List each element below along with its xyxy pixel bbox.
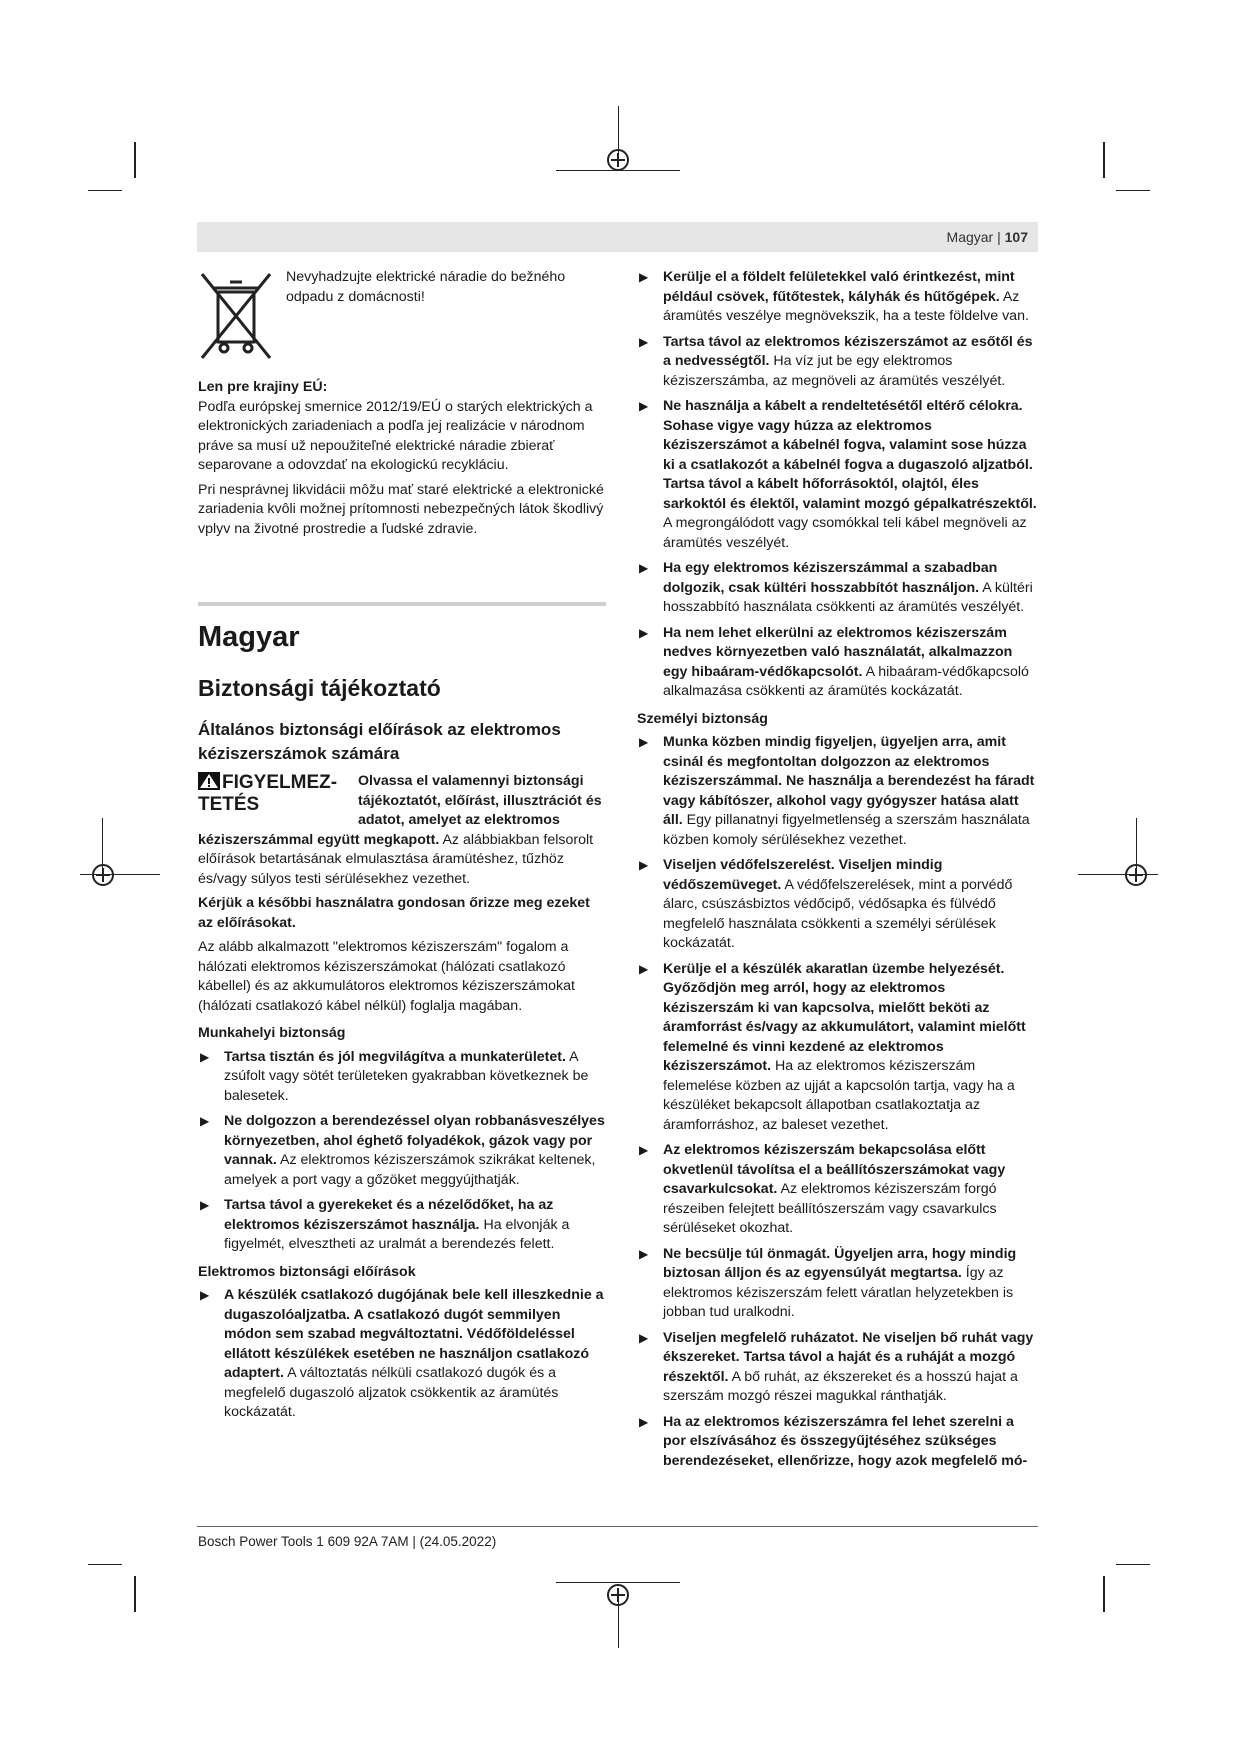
list-item — [637, 268, 1039, 327]
footer-text: Bosch Power Tools 1 609 92A 7AM | (24.05.2022) — [198, 1534, 497, 1549]
item-bold: Tartsa távol a gyerekeket és a nézelődőket, ha az elektromos kéziszerszámot használja. — [224, 1197, 554, 1233]
eu-heading: Len pre krajiny EÚ: — [198, 379, 328, 395]
item-bold: Ha nem lehet elkerülni az elektromos kéziszerszám nedves környezetben való használatát, alkalmazzon egy hibaáram-védőkapcsolót. — [663, 624, 1013, 680]
section-divider — [198, 602, 606, 606]
language-title: Magyar — [198, 621, 300, 653]
warning-label — [198, 772, 348, 816]
item-text: Ha az elektromos kéziszerszám felemelése közben az ujját a kapcsolón tartja, vagy ha a készüléket bekapcsolt állapotban csatlakoztatja az áramforráshoz, az baleset vezethet. — [663, 1058, 1015, 1133]
bullet-arrow-icon: ▶ — [639, 858, 649, 872]
eu-paragraph-1: Podľa európskej smernice 2012/19/EÚ o starých elektrických a elektronických zariadeniach a podľa jej realizácie v národnom práve sa musí už nepoužiteľné elektrické náradie zbierať separovane a odovzdať na ekologickú recykláciu. — [198, 398, 593, 473]
item-text: A megrongálódott vagy csomókkal teli kábel megnöveli az áramütés veszélyét. — [663, 515, 1027, 551]
work-safety-list — [198, 1048, 606, 1255]
crop-mark — [1103, 142, 1105, 178]
item-text: Egy pillanatnyi figyelmetlenség a szerszám használata közben komoly sérülésekhez vezethet. — [663, 812, 1030, 848]
bullet-arrow-icon: ▶ — [639, 334, 649, 349]
crop-mark — [134, 142, 136, 178]
electrical-safety-list — [198, 1286, 606, 1423]
item-bold: Viseljen védőfelszerelést. Viseljen mindig védőszemüveget. — [663, 857, 943, 893]
item-bold: Munka közben mindig figyeljen, ügyeljen arra, amit csinál és megfontoltan dolgozzon az elektromos kéziszerszámmal. Ne használja a berendezést ha fáradt vagy kábítószer, alkohol vagy gyógyszer hatása alatt áll. — [663, 734, 1035, 828]
work-safety-heading: Munkahelyi biztonság — [198, 1025, 346, 1041]
list-item — [637, 624, 1039, 702]
item-text: Így az elektromos kéziszerszám felett váratlan helyzetekben is jobban tud uralkodni. — [663, 1265, 1014, 1320]
list-item — [637, 1245, 1039, 1323]
item-text: A hibaáram-védőkapcsoló alkalmazása csökkenti az áramütés kockázatát. — [663, 663, 1029, 699]
list-item — [198, 1112, 606, 1190]
list-item — [637, 397, 1039, 553]
item-bold: Kerülje el a készülék akaratlan üzembe helyezését. Győződjön meg arról, hogy az elektromos kéziszerszám ki van kapcsolva, mielőtt beköti az áramforrást és/vagy az akkumulátort, valamint mielőtt felemelné és vinni kezdené az elektromos kéziszerszámot. — [663, 960, 1026, 1074]
item-bold: Ha egy elektromos kéziszerszámmal a szabadban dolgozik, csak kültéri hosszabbítót használjon. — [663, 560, 998, 596]
crop-mark — [1116, 1564, 1150, 1565]
bullet-arrow-icon: ▶ — [639, 735, 649, 749]
registration-icon — [1125, 864, 1147, 886]
crop-mark — [1103, 1576, 1105, 1612]
crop-mark — [88, 1564, 122, 1565]
item-text: Ha víz jut be egy elektromos kéziszerszámba, az megnöveli az áramütés veszélyét. — [663, 353, 1006, 389]
item-bold: Az elektromos kéziszerszám bekapcsolása előtt okvetlenül távolítsa el a beállítószerszámokat vagy csavarkulcsokat. — [663, 1142, 1006, 1197]
footer-divider — [197, 1526, 1038, 1527]
bullet-arrow-icon: ▶ — [200, 1049, 210, 1064]
item-bold: Ne dolgozzon a berendezéssel olyan robbanásveszélyes környezetben, ahol éghető folyadékok, gázok vagy por vannak. — [224, 1113, 605, 1168]
item-text: A bő ruhát, az ékszereket és a hosszú hajat a szerszám mozgó részei magukkal ránthatják. — [663, 1368, 1018, 1404]
bullet-arrow-icon: ▶ — [200, 1288, 210, 1302]
keep-note: Kérjük a későbbi használatra gondosan őrizze meg ezeket az előírásokat. — [198, 895, 590, 931]
list-item — [198, 1286, 606, 1423]
warning-block — [198, 772, 606, 889]
list-item — [637, 960, 1039, 1136]
bullet-arrow-icon: ▶ — [200, 1114, 210, 1128]
warning-label-text: FIGYELMEZ-TETÉS — [198, 772, 338, 815]
right-column — [637, 268, 1039, 1477]
item-text: Az elektromos kéziszerszám forgó részeiben felejtett beállítószerszám vagy csavarkulcs sérüléseket okozhat. — [663, 1181, 997, 1236]
bullet-arrow-icon: ▶ — [639, 625, 649, 640]
item-bold: A készülék csatlakozó dugójának bele kell illeszkednie a dugaszolóaljzatba. A csatlakozó dugót semmilyen módon sem szabad megváltoztatni. Védőföldeléssel ellátott készülékek esetében ne használjon csatlakozó adaptert. — [224, 1287, 604, 1381]
registration-icon — [607, 149, 629, 171]
bullet-arrow-icon: ▶ — [639, 961, 649, 976]
bullet-arrow-icon: ▶ — [639, 270, 649, 284]
crop-mark — [134, 1576, 136, 1612]
item-bold: Tartsa tisztán és jól megvilágítva a munkaterületet. — [224, 1048, 566, 1065]
bullet-arrow-icon: ▶ — [639, 561, 649, 575]
item-bold: Ha az elektromos kéziszerszámra fel lehet szerelni a por elszívásához és összegyűjtéséhez szükséges berendezéseket, ellenőrizze, hogy azok megfelelő mó- — [663, 1413, 1028, 1469]
bullet-arrow-icon: ▶ — [639, 399, 649, 413]
warning-normal: Az alábbiakban felsorolt előírások betartásának elmulasztása áramütéshez, tűzhöz és/vagy súlyos testi sérülésekhez vezethet. — [198, 831, 594, 887]
warning-triangle-icon — [198, 772, 220, 790]
item-text: Az elektromos kéziszerszámok szikrákat keltenek, amelyek a port vagy a gőzöket meggyújthatják. — [224, 1152, 596, 1188]
item-bold: Viseljen megfelelő ruházatot. Ne viseljen bő ruhát vagy ékszereket. Tartsa távol a haját és a ruháját a mozgó részektől. — [663, 1329, 1034, 1385]
eu-paragraph-2: Pri nesprávnej likvidácii môžu mať staré elektrické a elektronické zariadenia kvôli možnej prítomnosti nebezpečných látok škodlivý vplyv na životné prostredie a ľudské zdravie. — [198, 481, 604, 537]
item-text: Az áramütés veszélye megnövekszik, ha a teste földelve van. — [663, 288, 1029, 324]
bullet-arrow-icon: ▶ — [639, 1414, 649, 1429]
weee-text: Nevyhadzujte elektrické náradie do bežného odpadu z domácnosti! — [286, 269, 566, 305]
list-item — [637, 856, 1039, 954]
term-paragraph: Az alább alkalmazott "elektromos kéziszerszám" fogalom a hálózati elektromos kéziszerszámokat (hálózati csatlakozó kábellel) és az akkumulátoros elektromos kéziszerszámokat (hálózati csatlakozó kábel nélkül) foglalja magában. — [198, 939, 575, 1014]
crossed-bin-icon — [198, 270, 274, 362]
electrical-safety-heading: Elektromos biztonsági előírások — [198, 1263, 416, 1280]
bullet-arrow-icon: ▶ — [200, 1198, 210, 1212]
bullet-arrow-icon: ▶ — [639, 1330, 649, 1345]
bullet-arrow-icon: ▶ — [639, 1246, 649, 1261]
section-title: Biztonsági tájékoztató — [198, 675, 441, 701]
page-number: 107 — [1004, 229, 1028, 245]
item-bold: Tartsa távol az elektromos kéziszerszámot az esőtől és a nedvességtől. — [663, 333, 1033, 369]
list-item — [637, 559, 1039, 618]
list-item — [637, 733, 1039, 850]
header-lang: Magyar — [946, 229, 994, 245]
item-bold: Kerülje el a földelt felületekkel való érintkezést, mint például csövek, fűtőtestek, kályhák és hűtőgépek. — [663, 269, 1015, 305]
crop-mark — [556, 1582, 680, 1583]
page-header — [197, 222, 1038, 252]
registration-icon — [92, 864, 114, 886]
crop-mark — [88, 190, 122, 191]
subsection-title: Általános biztonsági előírások az elektromos kéziszerszámok számára — [198, 720, 561, 763]
list-item — [637, 1413, 1039, 1472]
personal-safety-list — [637, 733, 1039, 1471]
item-bold: Ne becsülje túl önmagát. Ügyeljen arra, hogy mindig biztosan álljon és az egyensúlyát megtartsa. — [663, 1245, 1017, 1281]
bullet-arrow-icon: ▶ — [639, 1143, 649, 1157]
personal-safety-heading: Személyi biztonság — [637, 710, 768, 727]
list-item — [637, 333, 1039, 392]
item-text: A kültéri hosszabbító használata csökkenti az áramütés veszélyét. — [663, 579, 1033, 615]
item-text: Ha elvonják a figyelmét, elvesztheti az uralmát a berendezés felett. — [224, 1216, 570, 1252]
item-text: A zsúfolt vagy sötét területeken gyakrabban következnek be balesetek. — [224, 1048, 589, 1104]
list-item — [198, 1196, 606, 1255]
item-bold: Ne használja a kábelt a rendeltetésétől eltérő célokra. Sohase vigye vagy húzza az elektromos kéziszerszámot a kábelnél fogva, valamint sose húzza ki a csatlakozót a kábelnél fogva a dugaszoló aljzatból. Tartsa távol a kábelt hőforrásoktól, olajtól, éles sarkoktól és élektől, valamint mozgó gépalkatrészektől. — [663, 398, 1037, 512]
registration-icon — [607, 1584, 629, 1606]
list-item — [637, 1329, 1039, 1407]
weee-notice — [198, 268, 606, 368]
crop-mark — [1116, 190, 1150, 191]
electrical-safety-list-continued — [637, 268, 1039, 702]
item-text: A védőfelszerelések, mint a porvédő álarc, csúszásbiztos védőcipő, védősapka és fülvédő megfelelő használata csökkenti a személyi sérülések kockázatát. — [663, 876, 1013, 951]
list-item — [198, 1048, 606, 1107]
warning-bold: Olvassa el valamennyi biztonsági tájékoztatót, előírást, illusztrációt és adatot, amelyet az elektromos kéziszerszámmal együtt megkapott. — [198, 773, 602, 848]
item-text: A változtatás nélküli csatlakozó dugók és a megfelelő dugaszoló aljzatok csökkentik az áramütés kockázatát. — [224, 1365, 559, 1420]
left-column — [198, 268, 606, 1429]
header-text: Magyar | 107 — [946, 229, 1028, 245]
list-item — [637, 1141, 1039, 1239]
